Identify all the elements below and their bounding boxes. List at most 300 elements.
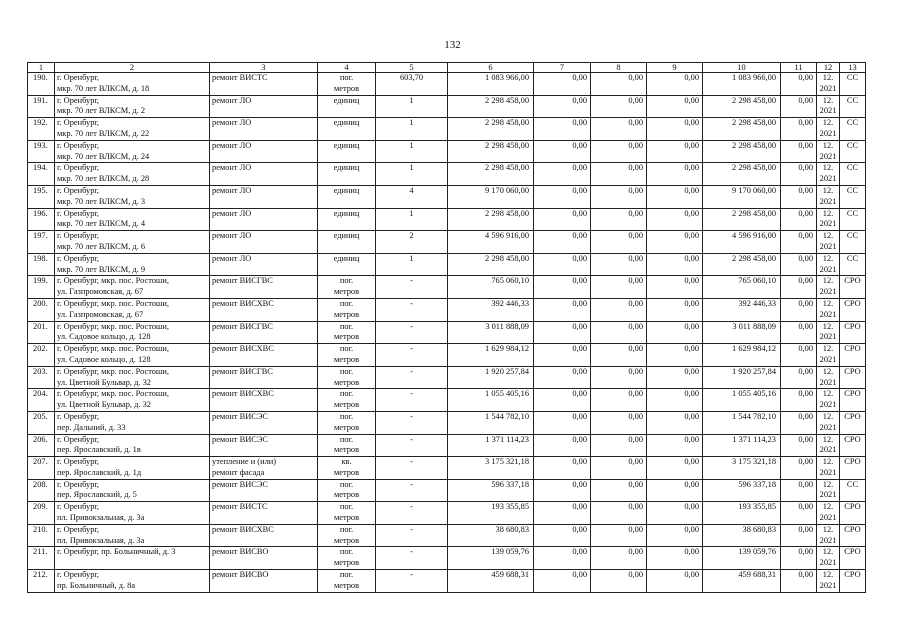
method-cell: СРО (840, 570, 866, 593)
table-row (28, 95, 866, 118)
row-number: 212. (28, 570, 55, 593)
col10-cell: 459 688,31 (703, 570, 781, 593)
quantity-cell: - (376, 457, 448, 480)
method-cell: СС (840, 118, 866, 141)
table-row (28, 118, 866, 141)
total-cost-cell: 193 355,85 (448, 502, 534, 525)
total-cost-cell: 4 596 916,00 (448, 231, 534, 254)
address-cell: г. Оренбург, мкр. пос. Ростоши, ул. Цветной Бульвар, д. 32 (55, 389, 210, 412)
quantity-cell: 1 (376, 95, 448, 118)
completion-date-cell: 12. 2021 (817, 95, 840, 118)
header-row (28, 63, 866, 73)
col9-cell: 0,00 (647, 321, 703, 344)
completion-date-cell: 12. 2021 (817, 524, 840, 547)
col7-cell: 0,00 (534, 547, 591, 570)
col11-cell: 0,00 (781, 140, 817, 163)
address-cell: г. Оренбург, мкр. 70 лет ВЛКСМ, д. 3 (55, 185, 210, 208)
address-cell: г. Оренбург, мкр. пос. Ростоши, ул. Садовое кольцо, д. 128 (55, 321, 210, 344)
col10-cell: 1 920 257,84 (703, 366, 781, 389)
col10-cell: 2 298 458,00 (703, 208, 781, 231)
work-type-cell: ремонт ВИСГВС (210, 321, 318, 344)
col7-cell: 0,00 (534, 163, 591, 186)
address-cell: г. Оренбург, пр. Больничный, д. 3 (55, 547, 210, 570)
col7-cell: 0,00 (534, 434, 591, 457)
col9-cell: 0,00 (647, 276, 703, 299)
unit-cell: пог. метров (318, 411, 376, 434)
col10-cell: 392 446,33 (703, 298, 781, 321)
quantity-cell: - (376, 547, 448, 570)
completion-date-cell: 12. 2021 (817, 118, 840, 141)
row-number: 207. (28, 457, 55, 480)
col8-cell: 0,00 (591, 457, 647, 480)
table-row (28, 434, 866, 457)
quantity-cell: - (376, 479, 448, 502)
row-number: 190. (28, 73, 55, 96)
completion-date-cell: 12. 2021 (817, 366, 840, 389)
col9-cell: 0,00 (647, 253, 703, 276)
col8-cell: 0,00 (591, 434, 647, 457)
quantity-cell: 1 (376, 140, 448, 163)
table-row (28, 321, 866, 344)
unit-cell: пог. метров (318, 479, 376, 502)
col9-cell: 0,00 (647, 298, 703, 321)
col11-cell: 0,00 (781, 344, 817, 367)
col11-cell: 0,00 (781, 366, 817, 389)
column-header: 1 (28, 63, 55, 73)
quantity-cell: 1 (376, 118, 448, 141)
unit-cell: пог. метров (318, 366, 376, 389)
col9-cell: 0,00 (647, 231, 703, 254)
col7-cell: 0,00 (534, 276, 591, 299)
unit-cell: пог. метров (318, 389, 376, 412)
completion-date-cell: 12. 2021 (817, 457, 840, 480)
col8-cell: 0,00 (591, 185, 647, 208)
completion-date-cell: 12. 2021 (817, 253, 840, 276)
col7-cell: 0,00 (534, 389, 591, 412)
col8-cell: 0,00 (591, 547, 647, 570)
col11-cell: 0,00 (781, 298, 817, 321)
unit-cell: пог. метров (318, 276, 376, 299)
col11-cell: 0,00 (781, 231, 817, 254)
column-header: 2 (55, 63, 210, 73)
address-cell: г. Оренбург, пр. Больничный, д. 8а (55, 570, 210, 593)
completion-date-cell: 12. 2021 (817, 321, 840, 344)
total-cost-cell: 139 059,76 (448, 547, 534, 570)
total-cost-cell: 1 544 782,10 (448, 411, 534, 434)
col7-cell: 0,00 (534, 457, 591, 480)
unit-cell: пог. метров (318, 502, 376, 525)
method-cell: СРО (840, 434, 866, 457)
col11-cell: 0,00 (781, 73, 817, 96)
col8-cell: 0,00 (591, 73, 647, 96)
unit-cell: единиц (318, 118, 376, 141)
quantity-cell: - (376, 298, 448, 321)
total-cost-cell: 2 298 458,00 (448, 95, 534, 118)
table-row (28, 366, 866, 389)
address-cell: г. Оренбург, пер. Ярославский, д. 1в (55, 434, 210, 457)
completion-date-cell: 12. 2021 (817, 140, 840, 163)
table-row (28, 411, 866, 434)
col11-cell: 0,00 (781, 524, 817, 547)
row-number: 200. (28, 298, 55, 321)
work-type-cell: ремонт ВИСХВС (210, 344, 318, 367)
row-number: 203. (28, 366, 55, 389)
col7-cell: 0,00 (534, 95, 591, 118)
col9-cell: 0,00 (647, 185, 703, 208)
column-header: 4 (318, 63, 376, 73)
col11-cell: 0,00 (781, 502, 817, 525)
quantity-cell: 603,70 (376, 73, 448, 96)
row-number: 191. (28, 95, 55, 118)
total-cost-cell: 1 055 405,16 (448, 389, 534, 412)
unit-cell: пог. метров (318, 73, 376, 96)
col8-cell: 0,00 (591, 95, 647, 118)
method-cell: СРО (840, 298, 866, 321)
address-cell: г. Оренбург, пл. Привокзальная, д. 3а (55, 524, 210, 547)
total-cost-cell: 38 680,83 (448, 524, 534, 547)
column-header: 5 (376, 63, 448, 73)
unit-cell: единиц (318, 185, 376, 208)
address-cell: г. Оренбург, пер. Дальний, д. 33 (55, 411, 210, 434)
col7-cell: 0,00 (534, 298, 591, 321)
row-number: 211. (28, 547, 55, 570)
total-cost-cell: 2 298 458,00 (448, 208, 534, 231)
quantity-cell: - (376, 502, 448, 525)
row-number: 208. (28, 479, 55, 502)
col7-cell: 0,00 (534, 366, 591, 389)
unit-cell: пог. метров (318, 298, 376, 321)
total-cost-cell: 392 446,33 (448, 298, 534, 321)
table-row (28, 185, 866, 208)
method-cell: СРО (840, 547, 866, 570)
col9-cell: 0,00 (647, 457, 703, 480)
col8-cell: 0,00 (591, 118, 647, 141)
work-type-cell: ремонт ЛО (210, 95, 318, 118)
total-cost-cell: 9 170 060,00 (448, 185, 534, 208)
col11-cell: 0,00 (781, 547, 817, 570)
row-number: 196. (28, 208, 55, 231)
col9-cell: 0,00 (647, 73, 703, 96)
total-cost-cell: 1 083 966,00 (448, 73, 534, 96)
col11-cell: 0,00 (781, 276, 817, 299)
row-number: 197. (28, 231, 55, 254)
completion-date-cell: 12. 2021 (817, 547, 840, 570)
completion-date-cell: 12. 2021 (817, 208, 840, 231)
address-cell: г. Оренбург, мкр. 70 лет ВЛКСМ, д. 28 (55, 163, 210, 186)
col8-cell: 0,00 (591, 276, 647, 299)
quantity-cell: 1 (376, 208, 448, 231)
method-cell: СРО (840, 389, 866, 412)
completion-date-cell: 12. 2021 (817, 434, 840, 457)
unit-cell: единиц (318, 231, 376, 254)
col9-cell: 0,00 (647, 411, 703, 434)
column-header: 13 (840, 63, 866, 73)
column-header: 9 (647, 63, 703, 73)
method-cell: СРО (840, 524, 866, 547)
address-cell: г. Оренбург, мкр. 70 лет ВЛКСМ, д. 18 (55, 73, 210, 96)
completion-date-cell: 12. 2021 (817, 389, 840, 412)
quantity-cell: 2 (376, 231, 448, 254)
col10-cell: 1 083 966,00 (703, 73, 781, 96)
col10-cell: 765 060,10 (703, 276, 781, 299)
total-cost-cell: 2 298 458,00 (448, 118, 534, 141)
table-row (28, 231, 866, 254)
col7-cell: 0,00 (534, 411, 591, 434)
quantity-cell: 1 (376, 253, 448, 276)
work-type-cell: ремонт ВИСХВС (210, 389, 318, 412)
col7-cell: 0,00 (534, 208, 591, 231)
row-number: 209. (28, 502, 55, 525)
column-header: 7 (534, 63, 591, 73)
address-cell: г. Оренбург, мкр. 70 лет ВЛКСМ, д. 4 (55, 208, 210, 231)
col10-cell: 3 175 321,18 (703, 457, 781, 480)
page-number: 132 (444, 39, 461, 51)
row-number: 204. (28, 389, 55, 412)
total-cost-cell: 765 060,10 (448, 276, 534, 299)
work-type-cell: ремонт ВИСГВС (210, 276, 318, 299)
column-header: 6 (448, 63, 534, 73)
table-row (28, 457, 866, 480)
completion-date-cell: 12. 2021 (817, 185, 840, 208)
table-row (28, 524, 866, 547)
col9-cell: 0,00 (647, 208, 703, 231)
work-type-cell: утепление и (или) ремонт фасада (210, 457, 318, 480)
method-cell: СС (840, 163, 866, 186)
address-cell: г. Оренбург, пер. Ярославский, д. 1д (55, 457, 210, 480)
total-cost-cell: 1 629 984,12 (448, 344, 534, 367)
column-header: 12 (817, 63, 840, 73)
row-number: 206. (28, 434, 55, 457)
method-cell: СС (840, 73, 866, 96)
method-cell: СРО (840, 502, 866, 525)
method-cell: СРО (840, 366, 866, 389)
col8-cell: 0,00 (591, 208, 647, 231)
col10-cell: 1 055 405,16 (703, 389, 781, 412)
table-row (28, 140, 866, 163)
repair-register-table (27, 62, 866, 593)
method-cell: СРО (840, 321, 866, 344)
col8-cell: 0,00 (591, 140, 647, 163)
completion-date-cell: 12. 2021 (817, 231, 840, 254)
work-type-cell: ремонт ЛО (210, 163, 318, 186)
unit-cell: пог. метров (318, 547, 376, 570)
table-row (28, 73, 866, 96)
col10-cell: 38 680,83 (703, 524, 781, 547)
col8-cell: 0,00 (591, 502, 647, 525)
quantity-cell: - (376, 321, 448, 344)
table-row (28, 389, 866, 412)
completion-date-cell: 12. 2021 (817, 411, 840, 434)
total-cost-cell: 2 298 458,00 (448, 140, 534, 163)
completion-date-cell: 12. 2021 (817, 344, 840, 367)
col9-cell: 0,00 (647, 570, 703, 593)
total-cost-cell: 596 337,18 (448, 479, 534, 502)
row-number: 210. (28, 524, 55, 547)
work-type-cell: ремонт ЛО (210, 253, 318, 276)
col9-cell: 0,00 (647, 163, 703, 186)
col8-cell: 0,00 (591, 479, 647, 502)
unit-cell: пог. метров (318, 344, 376, 367)
col7-cell: 0,00 (534, 231, 591, 254)
method-cell: СРО (840, 276, 866, 299)
row-number: 193. (28, 140, 55, 163)
row-number: 195. (28, 185, 55, 208)
total-cost-cell: 2 298 458,00 (448, 253, 534, 276)
col7-cell: 0,00 (534, 524, 591, 547)
col8-cell: 0,00 (591, 344, 647, 367)
address-cell: г. Оренбург, мкр. 70 лет ВЛКСМ, д. 9 (55, 253, 210, 276)
col7-cell: 0,00 (534, 344, 591, 367)
quantity-cell: - (376, 344, 448, 367)
col11-cell: 0,00 (781, 457, 817, 480)
table-row (28, 344, 866, 367)
work-type-cell: ремонт ВИСВО (210, 570, 318, 593)
work-type-cell: ремонт ЛО (210, 118, 318, 141)
table-row (28, 253, 866, 276)
col8-cell: 0,00 (591, 298, 647, 321)
row-number: 192. (28, 118, 55, 141)
col8-cell: 0,00 (591, 231, 647, 254)
col10-cell: 2 298 458,00 (703, 118, 781, 141)
completion-date-cell: 12. 2021 (817, 298, 840, 321)
table-row (28, 208, 866, 231)
total-cost-cell: 2 298 458,00 (448, 163, 534, 186)
col8-cell: 0,00 (591, 366, 647, 389)
col8-cell: 0,00 (591, 524, 647, 547)
work-type-cell: ремонт ЛО (210, 185, 318, 208)
col10-cell: 139 059,76 (703, 547, 781, 570)
method-cell: СС (840, 95, 866, 118)
table-row (28, 570, 866, 593)
method-cell: СС (840, 231, 866, 254)
table-row (28, 502, 866, 525)
col10-cell: 1 629 984,12 (703, 344, 781, 367)
total-cost-cell: 3 175 321,18 (448, 457, 534, 480)
work-type-cell: ремонт ВИСТС (210, 502, 318, 525)
table-row (28, 547, 866, 570)
work-type-cell: ремонт ВИСЭС (210, 434, 318, 457)
col11-cell: 0,00 (781, 208, 817, 231)
unit-cell: кв. метров (318, 457, 376, 480)
col9-cell: 0,00 (647, 344, 703, 367)
col7-cell: 0,00 (534, 321, 591, 344)
unit-cell: пог. метров (318, 524, 376, 547)
completion-date-cell: 12. 2021 (817, 479, 840, 502)
col10-cell: 4 596 916,00 (703, 231, 781, 254)
work-type-cell: ремонт ЛО (210, 231, 318, 254)
col11-cell: 0,00 (781, 389, 817, 412)
col11-cell: 0,00 (781, 163, 817, 186)
work-type-cell: ремонт ЛО (210, 208, 318, 231)
quantity-cell: - (376, 366, 448, 389)
col7-cell: 0,00 (534, 502, 591, 525)
col11-cell: 0,00 (781, 570, 817, 593)
col10-cell: 3 011 888,09 (703, 321, 781, 344)
unit-cell: пог. метров (318, 321, 376, 344)
quantity-cell: 1 (376, 163, 448, 186)
col8-cell: 0,00 (591, 570, 647, 593)
column-header: 3 (210, 63, 318, 73)
row-number: 205. (28, 411, 55, 434)
column-header: 11 (781, 63, 817, 73)
address-cell: г. Оренбург, мкр. пос. Ростоши, ул. Газпромовская, д. 67 (55, 298, 210, 321)
col10-cell: 2 298 458,00 (703, 253, 781, 276)
address-cell: г. Оренбург, мкр. пос. Ростоши, ул. Газпромовская, д. 67 (55, 276, 210, 299)
col9-cell: 0,00 (647, 502, 703, 525)
col10-cell: 596 337,18 (703, 479, 781, 502)
col8-cell: 0,00 (591, 253, 647, 276)
quantity-cell: - (376, 570, 448, 593)
table-row (28, 479, 866, 502)
col9-cell: 0,00 (647, 524, 703, 547)
col9-cell: 0,00 (647, 547, 703, 570)
completion-date-cell: 12. 2021 (817, 276, 840, 299)
col11-cell: 0,00 (781, 253, 817, 276)
col10-cell: 193 355,85 (703, 502, 781, 525)
method-cell: СС (840, 253, 866, 276)
col9-cell: 0,00 (647, 118, 703, 141)
address-cell: г. Оренбург, мкр. 70 лет ВЛКСМ, д. 24 (55, 140, 210, 163)
row-number: 201. (28, 321, 55, 344)
work-type-cell: ремонт ВИСЭС (210, 479, 318, 502)
col7-cell: 0,00 (534, 185, 591, 208)
col7-cell: 0,00 (534, 73, 591, 96)
col11-cell: 0,00 (781, 411, 817, 434)
col7-cell: 0,00 (534, 118, 591, 141)
completion-date-cell: 12. 2021 (817, 570, 840, 593)
method-cell: СС (840, 208, 866, 231)
method-cell: СС (840, 479, 866, 502)
work-type-cell: ремонт ВИСТС (210, 73, 318, 96)
work-type-cell: ремонт ВИСВО (210, 547, 318, 570)
col7-cell: 0,00 (534, 570, 591, 593)
work-type-cell: ремонт ВИСХВС (210, 298, 318, 321)
col9-cell: 0,00 (647, 389, 703, 412)
col7-cell: 0,00 (534, 253, 591, 276)
col9-cell: 0,00 (647, 479, 703, 502)
col11-cell: 0,00 (781, 434, 817, 457)
table-row (28, 163, 866, 186)
unit-cell: единиц (318, 208, 376, 231)
table-row (28, 298, 866, 321)
col10-cell: 9 170 060,00 (703, 185, 781, 208)
col9-cell: 0,00 (647, 95, 703, 118)
column-header: 8 (591, 63, 647, 73)
col10-cell: 2 298 458,00 (703, 140, 781, 163)
col11-cell: 0,00 (781, 185, 817, 208)
address-cell: г. Оренбург, мкр. 70 лет ВЛКСМ, д. 2 (55, 95, 210, 118)
total-cost-cell: 1 371 114,23 (448, 434, 534, 457)
work-type-cell: ремонт ЛО (210, 140, 318, 163)
method-cell: СРО (840, 411, 866, 434)
total-cost-cell: 459 688,31 (448, 570, 534, 593)
col9-cell: 0,00 (647, 366, 703, 389)
col10-cell: 2 298 458,00 (703, 95, 781, 118)
work-type-cell: ремонт ВИСХВС (210, 524, 318, 547)
completion-date-cell: 12. 2021 (817, 163, 840, 186)
work-type-cell: ремонт ВИСГВС (210, 366, 318, 389)
address-cell: г. Оренбург, пер. Ярославский, д. 5 (55, 479, 210, 502)
col10-cell: 1 544 782,10 (703, 411, 781, 434)
unit-cell: пог. метров (318, 434, 376, 457)
work-type-cell: ремонт ВИСЭС (210, 411, 318, 434)
col8-cell: 0,00 (591, 389, 647, 412)
method-cell: СРО (840, 344, 866, 367)
total-cost-cell: 3 011 888,09 (448, 321, 534, 344)
col11-cell: 0,00 (781, 95, 817, 118)
col10-cell: 2 298 458,00 (703, 163, 781, 186)
address-cell: г. Оренбург, мкр. 70 лет ВЛКСМ, д. 22 (55, 118, 210, 141)
